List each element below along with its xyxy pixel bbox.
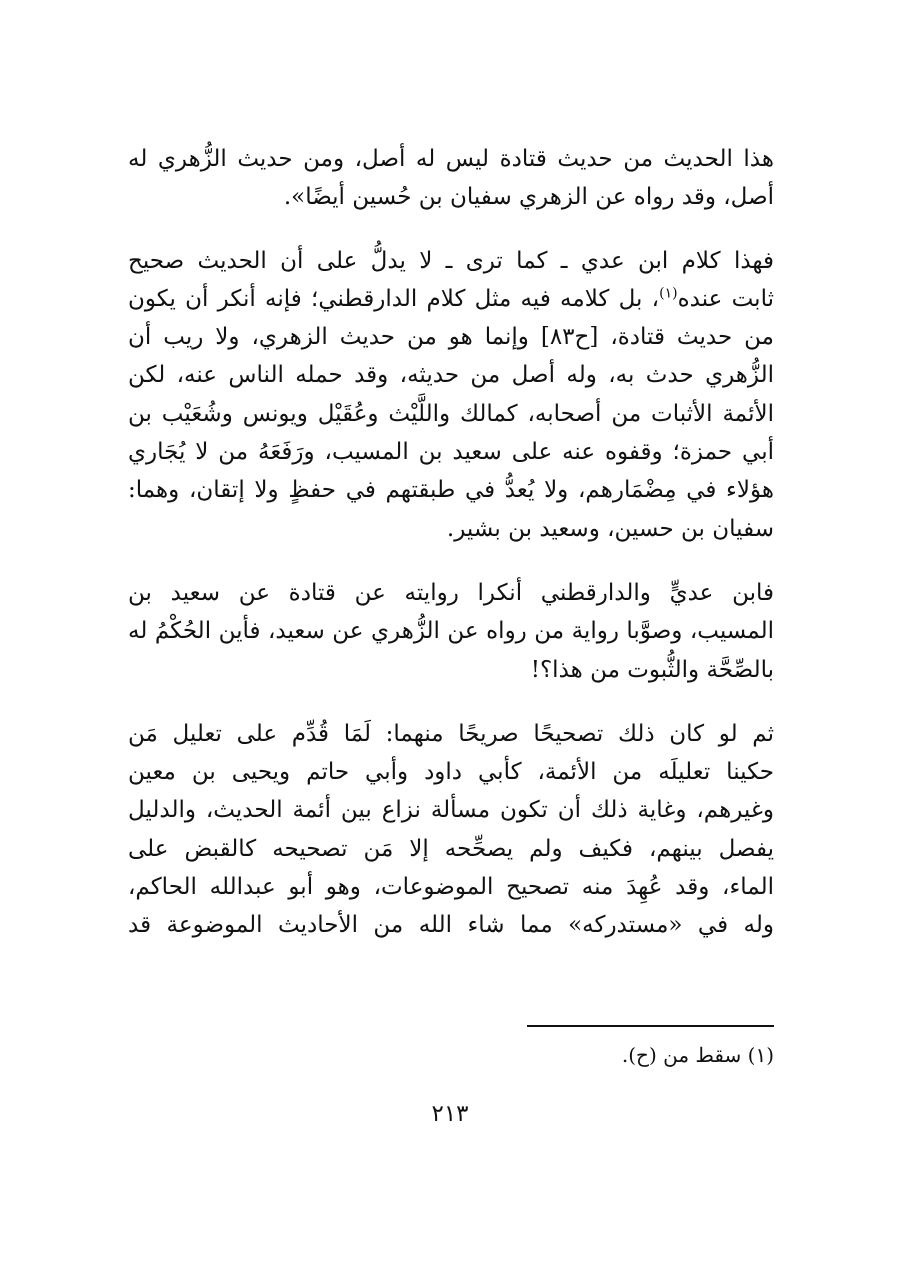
paragraph-1: [128, 140, 774, 217]
text-line: هذا الحديث من حديث قتادة ليس له أصل، ومن حديث الزُّهري له: [128, 146, 774, 172]
text-line: الماء، وقد عُهِدَ منه تصحيح الموضوعات، وهو أبو عبدالله الحاكم،: [128, 874, 774, 901]
text-line: أصل، وقد رواه عن الزهري سفيان بن حُسين أيضًا».: [283, 184, 774, 211]
footnote: (١) سقط من (ح).: [621, 1043, 774, 1067]
text-line: أبي حمزة؛ وقفوه عنه على سعيد بن المسيب، ورَفَعَهُ من لا يُجَاري: [128, 439, 774, 466]
text-line: الأئمة الأثبات من أصحابه، كمالك واللَّيْث وعُقَيْل ويونس وشُعَيْب بن: [128, 400, 774, 427]
text-line: ثم لو كان ذلك تصحيحًا صريحًا منهما: لَمَا قُدِّم على تعليل مَن: [128, 720, 774, 747]
paragraph-4: [128, 715, 774, 945]
text-line: بالصِّحَّة والثُّبوت من هذا؟!: [530, 656, 774, 683]
text-fragment: ، بل كلامه فيه مثل كلام الدارقطني؛ فإنه أنكر أن يكون: [128, 285, 660, 312]
paragraph-3: [128, 574, 774, 689]
text-line: هؤلاء في مِضْمَارهم، ولا يُعدُّ في طبقتهم في حفظٍ ولا إتقان، وهما:: [128, 477, 774, 504]
text-line: وغيرهم، وغاية ذلك أن تكون مسألة نزاع بين أئمة الحديث، والدليل: [128, 797, 774, 824]
main-text: [128, 140, 774, 945]
text-line-with-footnote: [128, 280, 774, 318]
text-line: المسيب، وصوَّبا رواية من رواه عن الزُّهري عن سعيد، فأين الحُكْمُ له: [128, 618, 774, 645]
page-number: ٢١٣: [431, 1101, 469, 1127]
text-line: يفصل بينهم، فكيف ولم يصحِّحه إلا مَن تصحيحه كالقبض على: [128, 835, 774, 862]
text-line: فابن عديٍّ والدارقطني أنكرا روايته عن قتادة عن سعيد بن: [128, 579, 774, 606]
text-line: الزُّهري حدث به، وله أصل من حديثه، وقد حمله الناس عنه، لكن: [128, 362, 774, 389]
footnote-reference: (١): [659, 285, 678, 302]
text-line: سفيان بن حسين، وسعيد بن بشير.: [446, 515, 774, 542]
text-fragment: ثابت عنده: [677, 285, 774, 312]
footnote-separator: [527, 1025, 774, 1027]
text-line: فهذا كلام ابن عدي ـ كما ترى ـ لا يدلُّ على أن الحديث صحيح: [128, 247, 774, 274]
text-line: وله في «مستدركه» مما شاء الله من الأحاديث الموضوعة قد: [128, 912, 774, 939]
text-line: من حديث قتادة، [ح٨٣] وإنما هو من حديث الزهري، ولا ريب أن: [128, 324, 774, 351]
paragraph-2: [128, 242, 774, 548]
text-line: حكينا تعليلَه من الأئمة، كأبي داود وأبي حاتم ويحيى بن معين: [128, 759, 774, 786]
